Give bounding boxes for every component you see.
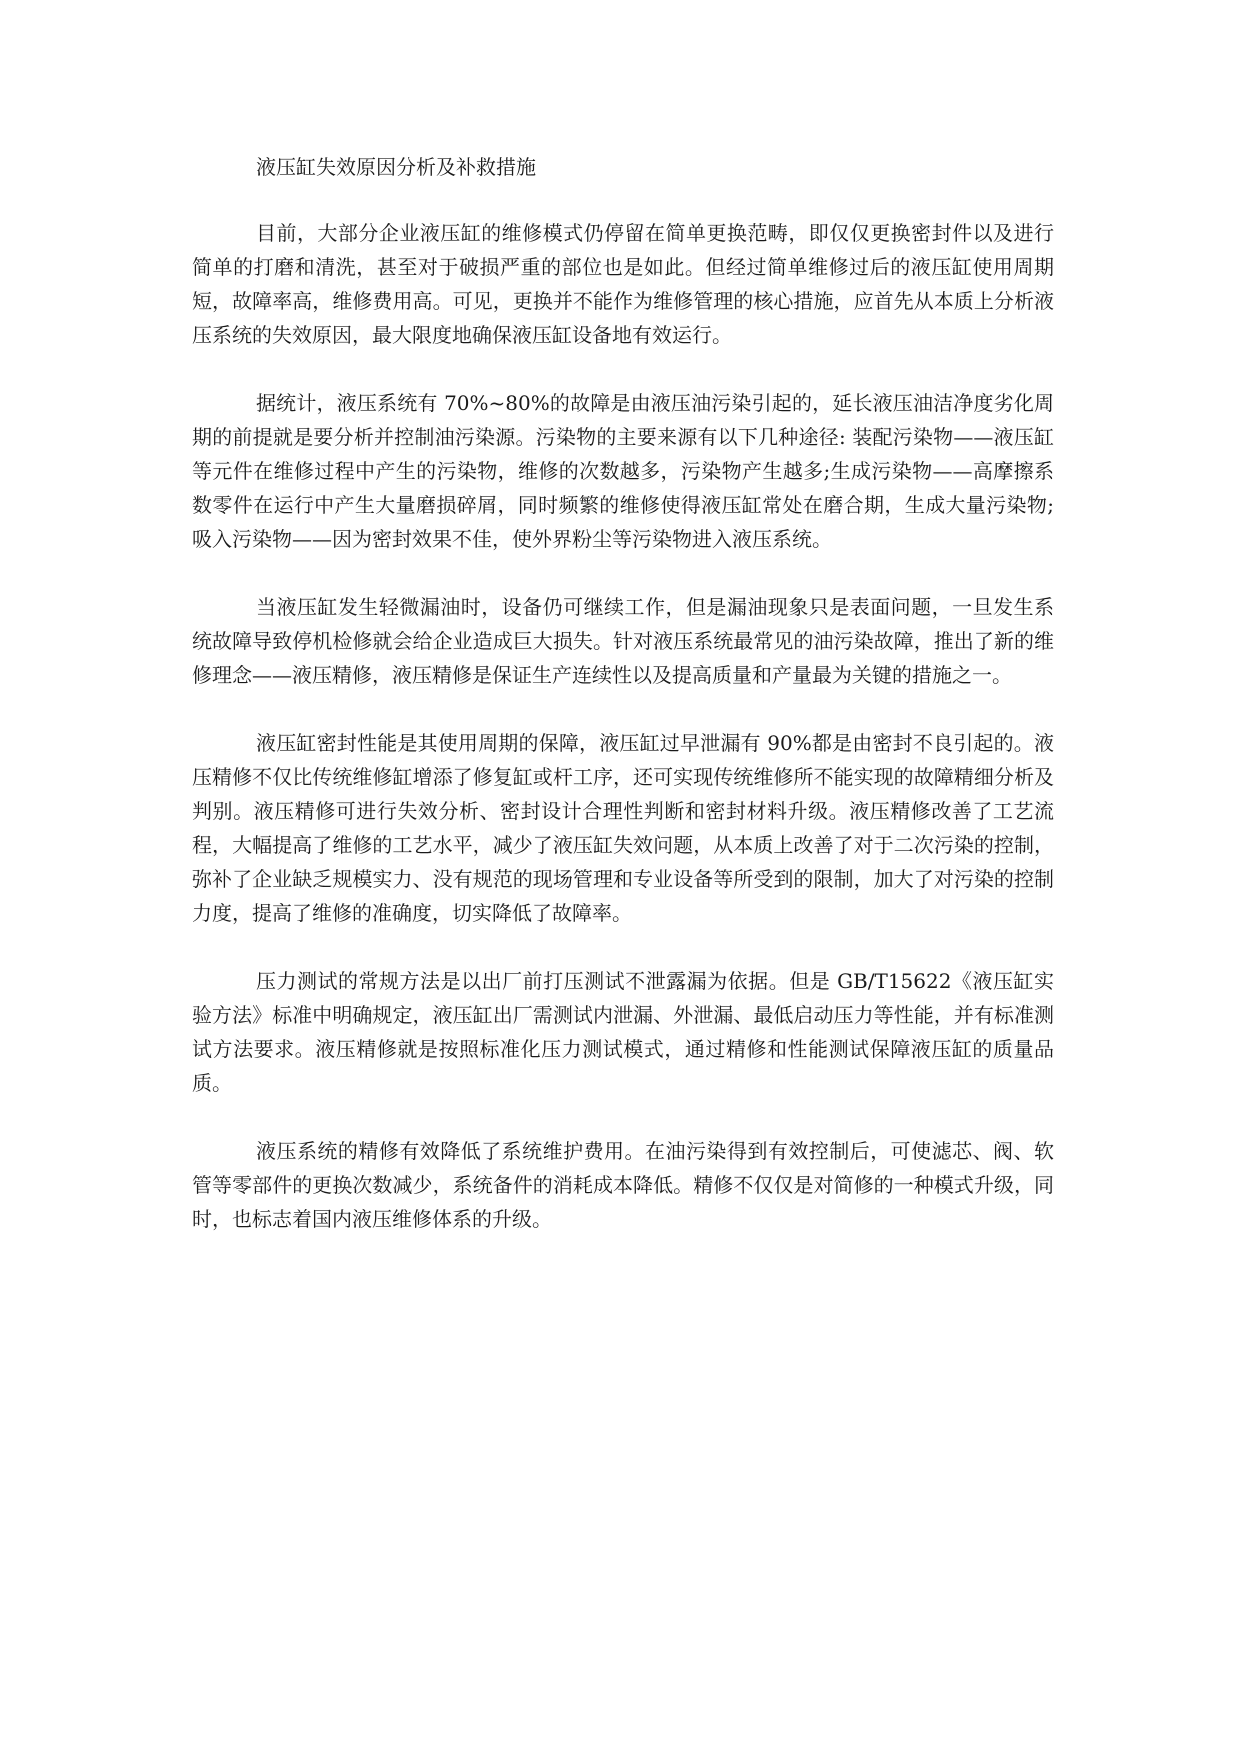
paragraph-1: 目前，大部分企业液压缸的维修模式仍停留在简单更换范畴，即仅仅更换密封件以及进行简单的打磨和清洗，甚至对于破损严重的部位也是如此。但经过简单维修过后的液压缸使用周期短，故障率高，维修费用高。可见，更换并不能作为维修管理的核心措施，应首先从本质上分析液压系统的失效原因，最大限度地确保液压缸设备地有效运行。 xyxy=(192,221,1054,347)
paragraph-6: 液压系统的精修有效降低了系统维护费用。在油污染得到有效控制后，可使滤芯、阀、软管等零部件的更换次数减少，系统备件的消耗成本降低。精修不仅仅是对简修的一种模式升级，同时，也标志着国内液压维修体系的升级。 xyxy=(192,1139,1054,1231)
paragraph-5: 压力测试的常规方法是以出厂前打压测试不泄露漏为依据。但是 GB/T15622《液压缸实验方法》标准中明确规定，液压缸出厂需测试内泄漏、外泄漏、最低启动压力等性能，并有标准测试方法要求。液压精修就是按照标准化压力测试模式，通过精修和性能测试保障液压缸的质量品质。 xyxy=(192,969,1054,1095)
document-title: 液压缸失效原因分析及补救措施 xyxy=(256,155,536,179)
paragraph-3: 当液压缸发生轻微漏油时，设备仍可继续工作，但是漏油现象只是表面问题，一旦发生系统故障导致停机检修就会给企业造成巨大损失。针对液压系统最常见的油污染故障，推出了新的维修理念——液压精修，液压精修是保证生产连续性以及提高质量和产量最为关键的措施之一。 xyxy=(192,595,1054,687)
paragraph-4: 液压缸密封性能是其使用周期的保障，液压缸过早泄漏有 90%都是由密封不良引起的。液压精修不仅比传统维修缸增添了修复缸或杆工序，还可实现传统维修所不能实现的故障精细分析及判别。液压精修可进行失效分析、密封设计合理性判断和密封材料升级。液压精修改善了工艺流程，大幅提高了维修的工艺水平，减少了液压缸失效问题，从本质上改善了对于二次污染的控制，弥补了企业缺乏规模实力、没有规范的现场管理和专业设备等所受到的限制，加大了对污染的控制力度，提高了维修的准确度，切实降低了故障率。 xyxy=(192,731,1054,925)
paragraph-2: 据统计，液压系统有 70%~80%的故障是由液压油污染引起的，延长液压油洁净度劣化周期的前提就是要分析并控制油污染源。污染物的主要来源有以下几种途径: 装配污染物——液压缸等元件在维修过程中产生的污染物，维修的次数越多，污染物产生越多;生成污染物——高摩擦系数零件在运行中产生大量磨损碎屑，同时频繁的维修使得液压缸常处在磨合期，生成大量污染物;吸入污染物——因为密封效果不佳，使外界粉尘等污染物进入液压系统。 xyxy=(192,391,1054,551)
document-body xyxy=(192,150,1054,1270)
